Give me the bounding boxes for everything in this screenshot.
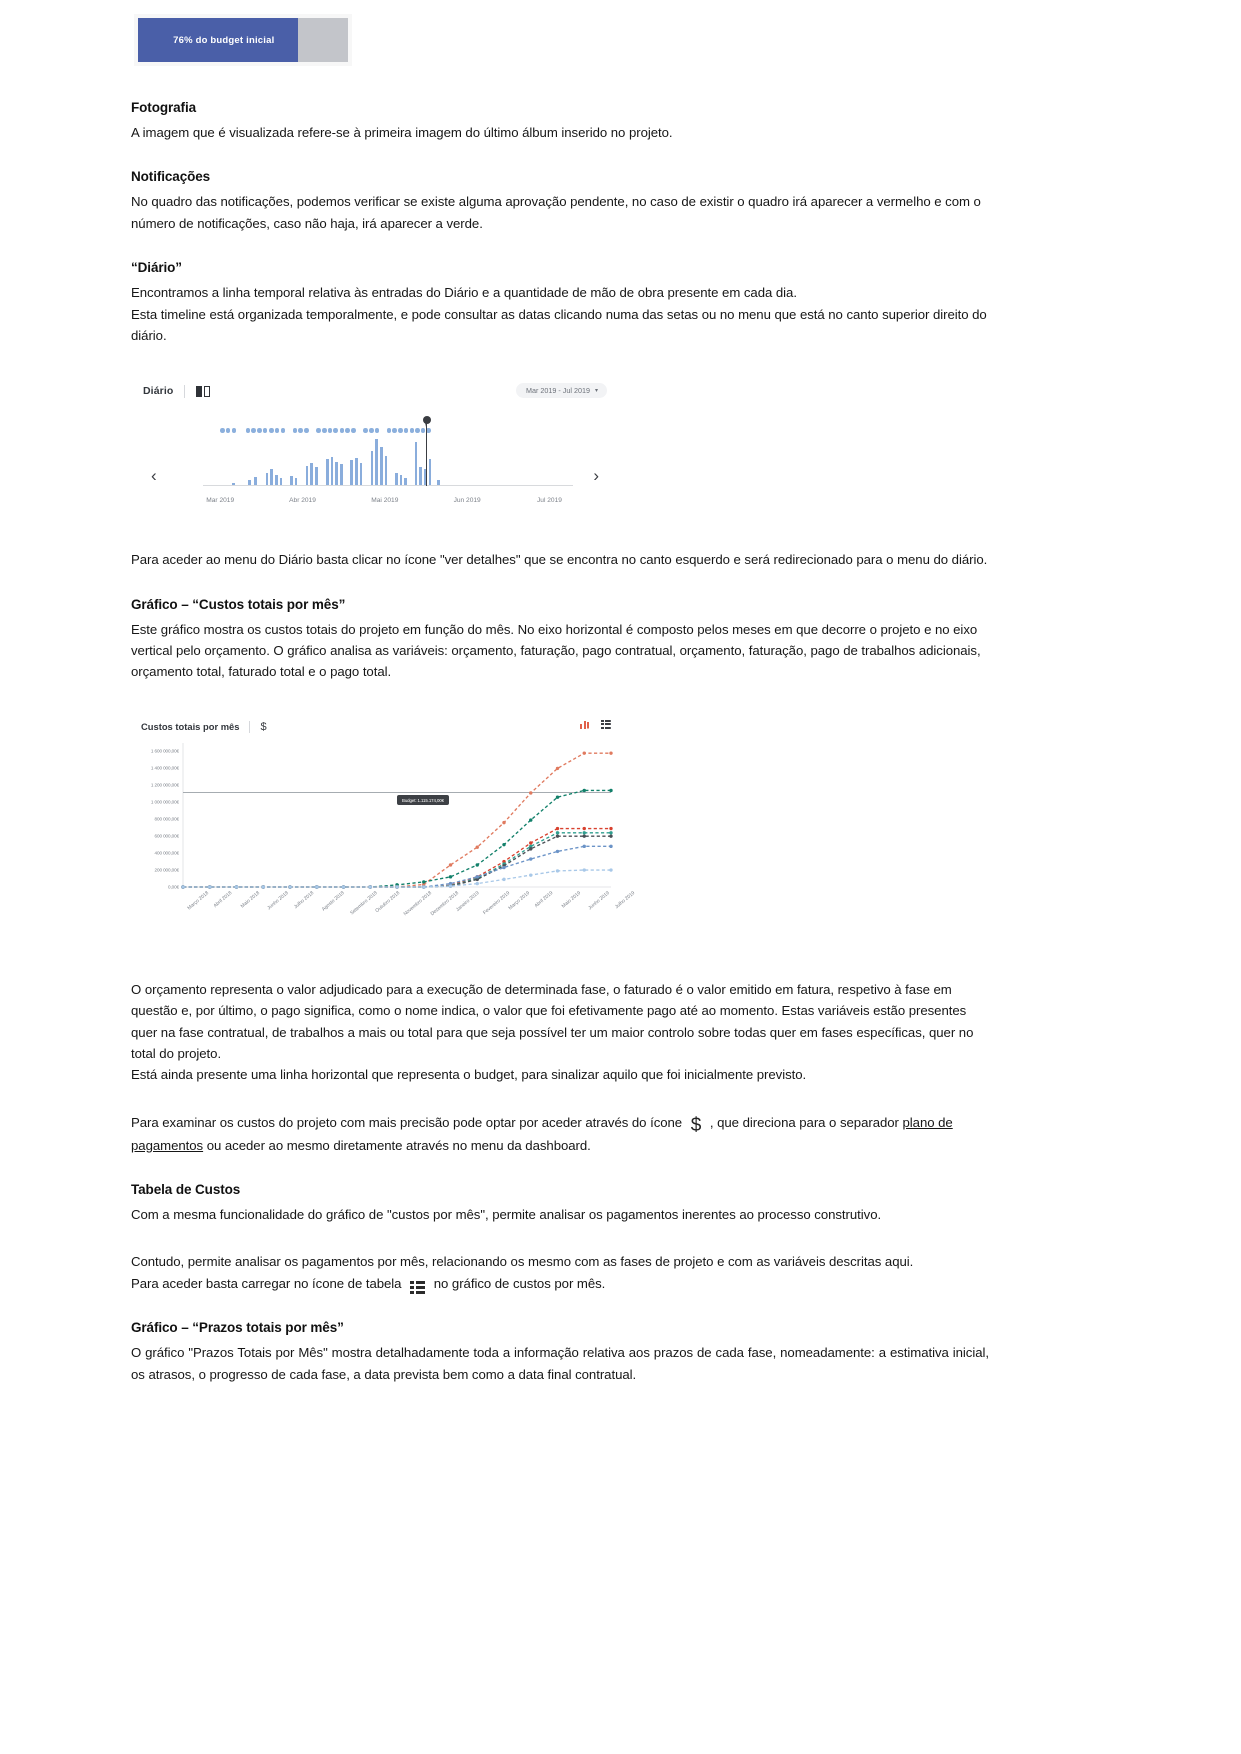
custos-series-point xyxy=(476,882,479,885)
custos-series-point xyxy=(556,766,559,769)
paragraph-notificacoes-1: No quadro das notificações, podemos verificar se existe alguma aprovação pendente, no caso de existir o quadro irá aparecer a vermelho e com o número de notificações, caso não haja, irá aparecer a verde. xyxy=(131,194,981,231)
paragraph-tabela-custos-1: Com a mesma funcionalidade do gráfico de "custos por mês", permite analisar os pagamentos inerentes ao processo construtivo. xyxy=(131,1207,882,1222)
paragraph-diario-3: Para aceder ao menu do Diário basta clicar no ícone "ver detalhes" que se encontra no canto esquerdo e será redirecionado para o menu do diário. xyxy=(131,552,988,568)
custos-series-point xyxy=(502,866,505,869)
custos-x-axis-label: Novembro 2018 xyxy=(403,890,434,917)
diario-entry-dot xyxy=(340,428,345,433)
custos-y-axis-label: 600 000,00€ xyxy=(154,833,179,839)
diario-bar xyxy=(306,466,309,485)
custos-series-point xyxy=(529,791,532,794)
custos-series-point xyxy=(583,844,586,847)
custos-y-axis-label: 0,00€ xyxy=(168,884,179,890)
custos-y-axis-label: 1 600 000,00€ xyxy=(150,748,179,754)
diario-entry-dot xyxy=(304,428,309,433)
diario-timeline-chart xyxy=(137,404,607,514)
diario-bar xyxy=(380,447,383,485)
custos-x-axis-label: Maio 2018 xyxy=(239,890,261,910)
custos-series-point xyxy=(449,884,452,887)
custos-x-axis-label: Junho 2019 xyxy=(588,890,612,912)
custos-x-axis-label: Fevereiro 2019 xyxy=(482,890,512,916)
custos-x-axis-label: Dezembro 2018 xyxy=(429,890,460,917)
custos-series-point xyxy=(583,834,586,837)
custos-series-point xyxy=(556,795,559,798)
diario-bar xyxy=(248,480,251,486)
diario-entry-dot xyxy=(392,428,397,433)
diario-bar xyxy=(385,456,388,486)
diario-x-axis-label: Mai 2019 xyxy=(371,497,399,505)
custos-series-point xyxy=(476,875,479,878)
custos-x-axis-label: Setembro 2018 xyxy=(349,890,379,917)
custos-series-line xyxy=(183,753,611,887)
custos-x-axis-label: Junho 2018 xyxy=(267,890,291,912)
custos-series-point xyxy=(208,885,211,888)
dollar-icon[interactable]: $ xyxy=(690,1114,702,1136)
diario-bar xyxy=(290,476,293,485)
heading-fotografia: Fotografia xyxy=(131,100,196,115)
custos-x-axis-label: Abril 2019 xyxy=(533,890,554,909)
paragraph-grafico-custos-3: Está ainda presente uma linha horizontal que representa o budget, para sinalizar aquilo que foi inicialmente previsto. xyxy=(131,1067,807,1083)
diario-entry-dot xyxy=(375,428,380,433)
custos-series-point xyxy=(476,863,479,866)
diario-entry-dot xyxy=(226,428,231,433)
budget-progress-fill xyxy=(138,18,298,62)
custos-series-point xyxy=(583,831,586,834)
custos-series-point xyxy=(583,868,586,871)
custos-series-point xyxy=(449,863,452,866)
custos-series-point xyxy=(583,788,586,791)
heading-notificacoes: Notificações xyxy=(131,169,211,185)
budget-progress-track xyxy=(138,18,348,62)
diario-bar xyxy=(315,467,318,486)
paragraph-custos-4-part-a: Para examinar os custos do projeto com mais precisão pode optar por aceder através do ícone xyxy=(131,1114,683,1130)
custos-series-point xyxy=(556,849,559,852)
diario-entry-dot xyxy=(257,428,262,433)
paragraph-tabela-custos-3 xyxy=(131,1273,989,1294)
custos-series-point xyxy=(556,827,559,830)
custos-series-point xyxy=(609,827,612,830)
custos-series-point xyxy=(529,857,532,860)
custos-series-point xyxy=(449,875,452,878)
diario-bar xyxy=(350,460,353,485)
diario-bar xyxy=(335,462,338,486)
diario-entry-dot xyxy=(275,428,280,433)
diario-entry-dot xyxy=(345,428,350,433)
custos-y-axis-label: 1 400 000,00€ xyxy=(150,765,179,771)
paragraph-tabela-3-part-a: Para aceder basta carregar no ícone de tabela xyxy=(131,1275,402,1291)
custos-x-axis-label: Maio 2019 xyxy=(560,890,582,910)
diario-entry-dot xyxy=(387,428,392,433)
custos-widget-actions xyxy=(580,720,611,729)
custos-x-axis-label: Agosto 2018 xyxy=(321,890,346,913)
custos-series-point xyxy=(395,885,398,888)
custos-chart-widget[interactable] xyxy=(137,717,637,945)
custos-series-point xyxy=(609,844,612,847)
custos-series-point xyxy=(288,885,291,888)
custos-x-axis-label: Março 2019 xyxy=(508,890,532,912)
diario-entry-dot xyxy=(298,428,303,433)
custos-series-point xyxy=(556,831,559,834)
diario-bar xyxy=(232,483,235,485)
diario-x-axis-label: Jul 2019 xyxy=(537,497,562,505)
custos-series-point xyxy=(583,751,586,754)
diario-bar xyxy=(437,480,440,485)
custos-series-point xyxy=(422,880,425,883)
diario-entry-dot xyxy=(251,428,256,433)
paragraph-grafico-prazos-1: O gráfico "Prazos Totais por Mês" mostra detalhadamente toda a informação relativa aos prazos de cada fase, nomeadamente: a estimativa inicial, os atrasos, o progresso de cada fase, a data prevista bem como a data final contratual. xyxy=(131,1345,989,1382)
custos-series-point xyxy=(609,834,612,837)
paragraph-tabela-custos-2: Contudo, permite analisar os pagamentos por mês, relacionando os mesmo com as fases de projeto e com as variáveis descritas aqui. xyxy=(131,1254,914,1270)
diario-bar xyxy=(355,458,358,485)
table-icon[interactable] xyxy=(410,1281,425,1294)
diario-entry-dot xyxy=(351,428,356,433)
diario-bar xyxy=(340,464,343,485)
custos-series-point xyxy=(609,868,612,871)
diario-bar xyxy=(419,467,422,486)
divider xyxy=(249,721,250,733)
bars-icon[interactable] xyxy=(580,720,590,729)
diario-bar xyxy=(254,477,257,485)
paragraph-diario-2: Esta timeline está organizada temporalmente, e pode consultar as datas clicando numa das setas ou no menu que está no canto superior direito do diário. xyxy=(131,306,987,343)
custos-series-point xyxy=(181,885,184,888)
custos-series-line xyxy=(183,833,611,887)
custos-series-point xyxy=(502,821,505,824)
custos-series-point xyxy=(502,877,505,880)
diario-bar xyxy=(310,463,313,485)
diario-widget-title: Diário xyxy=(143,385,174,398)
custos-widget-header xyxy=(137,717,617,737)
plano-de-pagamentos-link[interactable]: plano de pagamentos xyxy=(131,1114,953,1153)
custos-y-axis-label: 1 000 000,00€ xyxy=(150,799,179,805)
diario-x-axis-label: Jun 2019 xyxy=(453,497,481,505)
custos-series-point xyxy=(583,827,586,830)
custos-series-point xyxy=(502,843,505,846)
divider xyxy=(184,385,185,398)
custos-widget-title: Custos totais por mês xyxy=(141,721,240,733)
heading-tabela-custos: Tabela de Custos xyxy=(131,1182,241,1197)
diario-entry-dot xyxy=(404,428,409,433)
custos-x-axis-label: Março 2018 xyxy=(187,890,211,912)
custos-series-point xyxy=(315,885,318,888)
custos-x-axis-label: Julho 2018 xyxy=(293,890,316,910)
custos-series-point xyxy=(556,869,559,872)
paragraph-fotografia-1: A imagem que é visualizada refere-se à primeira imagem do último álbum inserido no projeto. xyxy=(131,125,673,140)
diario-entry-dot xyxy=(316,428,321,433)
custos-plot-area xyxy=(137,737,637,945)
custos-series-point xyxy=(235,885,238,888)
budget-progress-figure xyxy=(134,14,352,66)
diario-bar xyxy=(360,463,363,485)
diario-timeline-widget[interactable] xyxy=(137,380,607,515)
diario-entry-dot xyxy=(333,428,338,433)
heading-diario: “Diário” xyxy=(131,260,182,276)
diario-bar xyxy=(400,475,403,485)
custos-series-point xyxy=(262,885,265,888)
diario-entry-dot xyxy=(369,428,374,433)
dollar-icon[interactable]: $ xyxy=(260,720,267,733)
paragraph-tabela-3-part-b: no gráfico de custos por mês. xyxy=(433,1275,606,1291)
custos-y-axis-label: 200 000,00€ xyxy=(154,867,179,873)
table-icon[interactable] xyxy=(601,720,611,729)
diario-entry-dot xyxy=(263,428,268,433)
diario-entry-dot xyxy=(410,428,415,433)
diario-entry-dot xyxy=(322,428,327,433)
diario-entry-dot xyxy=(363,428,368,433)
custos-y-axis-label: 800 000,00€ xyxy=(154,816,179,822)
diario-prev-button[interactable]: ‹ xyxy=(151,466,157,486)
custos-y-axis-label: 400 000,00€ xyxy=(154,850,179,856)
diario-next-button[interactable]: › xyxy=(593,466,599,486)
diario-bar xyxy=(331,457,334,486)
custos-series-point xyxy=(476,845,479,848)
custos-series-point xyxy=(609,751,612,754)
custos-series-line xyxy=(183,828,611,886)
custos-series-point xyxy=(609,788,612,791)
diario-entry-dot xyxy=(269,428,274,433)
diario-bar xyxy=(275,475,278,486)
custos-series-point xyxy=(529,847,532,850)
custos-series-point xyxy=(342,885,345,888)
custos-series-line xyxy=(183,836,611,887)
diario-bar xyxy=(270,469,273,485)
diario-plot-area xyxy=(181,404,573,514)
heading-grafico-prazos: Gráfico – “Prazos totais por mês” xyxy=(131,1320,344,1336)
diario-date-range-selector[interactable] xyxy=(516,383,607,398)
diario-entry-dot xyxy=(246,428,251,433)
custos-y-axis-label: 1 200 000,00€ xyxy=(150,782,179,788)
custos-x-axis-label: Outubro 2018 xyxy=(375,890,402,914)
diario-entry-dot xyxy=(415,428,420,433)
diario-current-marker-line xyxy=(426,422,427,486)
diario-entry-dot xyxy=(232,428,237,433)
custos-series-point xyxy=(529,873,532,876)
custos-series-point xyxy=(556,834,559,837)
diario-bar xyxy=(280,478,283,485)
paragraph-custos-4-part-b: , que direciona para o separador xyxy=(709,1114,899,1130)
diario-marker-pin-icon[interactable] xyxy=(423,416,431,424)
diario-bar xyxy=(326,459,329,485)
custos-x-axis-label: Abril 2018 xyxy=(212,890,233,909)
diario-bar xyxy=(415,442,418,485)
paragraph-grafico-custos-1: Este gráfico mostra os custos totais do projeto em função do mês. No eixo horizontal é composto pelos meses em que decorre o projeto e no eixo vertical pelo orçamento. O gráfico analisa as variáveis: orçamento, faturação, pago contratual, orçamento, faturação, pago de trabalhos adicionais, orçamento total, faturado total e o pago total. xyxy=(131,621,981,680)
diario-entry-dot xyxy=(281,428,286,433)
diario-bar xyxy=(404,478,407,485)
budget-progress-label: 76% do budget inicial xyxy=(173,34,275,46)
diario-bar xyxy=(429,459,432,485)
diario-bar xyxy=(395,473,398,485)
diario-entry-dot xyxy=(421,428,426,433)
custos-x-axis-label: Julho 2019 xyxy=(614,890,637,910)
paragraph-custos-4-part-c: ou aceder ao mesmo diretamente através no menu da dashboard. xyxy=(206,1137,591,1153)
diario-x-axis-label: Abr 2019 xyxy=(289,497,316,505)
custos-series-point xyxy=(609,831,612,834)
custos-x-axis-label: Janeiro 2019 xyxy=(455,890,480,913)
paragraph-diario-1: Encontramos a linha temporal relativa às entradas do Diário e a quantidade de mão de obra presente em cada dia. xyxy=(131,285,797,301)
diario-bar xyxy=(266,473,269,485)
diario-x-axis-label: Mar 2019 xyxy=(206,497,235,505)
paragraph-grafico-custos-4 xyxy=(131,1112,989,1156)
diario-bar xyxy=(295,478,298,485)
custos-series-line xyxy=(183,846,611,887)
custos-series-point xyxy=(369,885,372,888)
diario-entry-dot xyxy=(398,428,403,433)
chevron-down-icon: ▾ xyxy=(594,388,598,395)
document-body xyxy=(131,100,989,1385)
diario-entry-dot xyxy=(328,428,333,433)
custos-series-point xyxy=(529,818,532,821)
heading-grafico-custos: Gráfico – “Custos totais por mês” xyxy=(131,596,346,612)
custos-series-point xyxy=(422,885,425,888)
diario-x-axis xyxy=(203,485,573,486)
diario-entry-dot xyxy=(293,428,298,433)
budget-value-tooltip: Budget: 1.115.174,00€ xyxy=(397,795,449,805)
diario-date-range-label: Mar 2019 - Jul 2019 xyxy=(526,386,590,396)
diario-bar xyxy=(371,451,374,485)
custos-series-point xyxy=(529,841,532,844)
diario-bar xyxy=(375,439,378,485)
diario-entry-dot xyxy=(220,428,225,433)
book-icon[interactable] xyxy=(196,386,210,397)
paragraph-grafico-custos-2: O orçamento representa o valor adjudicado para a execução de determinada fase, o faturado é o valor emitido em fatura, respetivo à fase em questão e, por último, o pago significa, como o nome indica, o valor que foi efetivamente pago até ao momento. Estas variáveis estão presentes quer na fase contratual, de trabalhos a mais ou total para que seja possível ter um maior controlo sobre todas quer em fases específicas, quer no total do projeto. xyxy=(131,981,974,1061)
